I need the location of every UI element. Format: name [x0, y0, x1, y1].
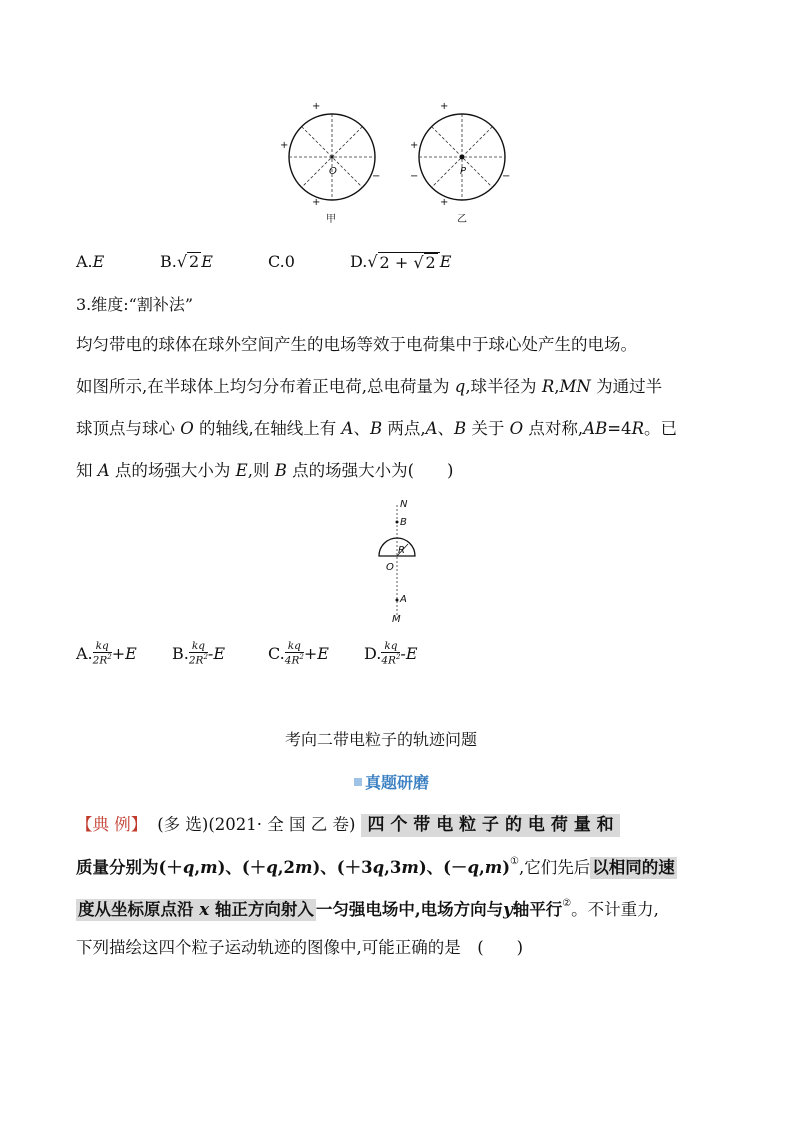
figure-hemisphere: [370, 495, 430, 630]
highlight-2: 以相同的速: [590, 857, 677, 880]
subsection-title-wrap: [354, 770, 429, 793]
example-tag: 【典 例】: [76, 814, 148, 834]
label-M: M: [392, 614, 401, 625]
left-plus-bottom: +: [312, 197, 321, 208]
label-B: B: [400, 517, 407, 528]
left-caption: 甲: [326, 214, 336, 225]
q3-line1: 均匀带电的球体在球外空间产生的电场等效于电荷集中于球心处产生的电场。: [76, 335, 637, 354]
sqrt-outer: 2 + √ 2: [378, 252, 440, 272]
sqrt-sign: √: [176, 252, 188, 271]
sqrt-sign-outer: √: [367, 252, 378, 272]
example-line3: 度从坐标原点沿 x 轴正方向射入 一匀强电场中,电场方向与 y 轴平行 ② 。不计重力,: [76, 897, 659, 923]
example-source: (多 选)(2021· 全 国 乙 卷): [157, 814, 356, 834]
q3-option-c: C. $\frac{kq}{4R^2}$ +E: [268, 640, 329, 667]
right-plus-left: +: [410, 140, 419, 151]
right-plus-bottom: +: [440, 197, 449, 208]
q2-option-c: C.0: [268, 252, 295, 271]
q2-option-b: B. √ 2 E: [160, 252, 213, 272]
left-plus-left: +: [280, 140, 289, 151]
highlight-1: 四 个 带 电 粒 子 的 电 荷 量 和: [361, 814, 619, 837]
right-caption: 乙: [457, 214, 467, 225]
label-R: R: [398, 545, 405, 556]
circle-left: [289, 114, 375, 200]
right-minus-right: −: [502, 171, 511, 182]
q3-heading: 3.维度:“割补法”: [76, 295, 194, 314]
figure-circles: [270, 100, 530, 230]
subsection-title: 真题研磨: [365, 773, 430, 792]
q3-option-a: A. $\frac{kq}{2R^2}$ +E: [76, 640, 137, 667]
q3-line2: 如图所示,在半球体上均匀分布着正电荷,总电荷量为 q,球半径为 R,MN 为通过半: [76, 377, 663, 396]
example-line2: 质量分别为(＋ q , m )、(＋ q ,2 m )、(＋3 q ,3 m )、(－ q , m ) ① ,它们先后 以相同的速: [76, 855, 677, 881]
example-line4: 下列描绘这四个粒子运动轨迹的图像中,可能正确的是 ( ): [76, 938, 524, 957]
right-plus-top: +: [440, 101, 449, 112]
q2-option-d: D. √ 2 + √ 2 E: [350, 252, 452, 272]
circle-right: [419, 114, 505, 200]
q3-option-b: B. $\frac{kq}{2R^2}$ -E: [172, 640, 225, 667]
label-A: A: [400, 594, 407, 605]
square-bullet-icon: [354, 778, 362, 786]
left-center-label: O: [329, 166, 337, 177]
q3-option-d: D. $\frac{kq}{4R^2}$ -E: [364, 640, 418, 667]
left-plus-top: +: [312, 101, 321, 112]
label-N: N: [400, 499, 408, 510]
section-title: 考向二带电粒子的轨迹问题: [285, 730, 478, 749]
q2-option-a: A. E: [76, 252, 105, 271]
q3-line4: 知 A 点的场强大小为 E,则 B 点的场强大小为( ): [76, 461, 454, 480]
q3-line3: 球顶点与球心 O 的轴线,在轴线上有 A、B 两点,A、B 关于 O 点对称,AB=4R。已: [76, 419, 677, 438]
label-O: O: [386, 562, 394, 573]
example-line1: [76, 812, 620, 838]
right-center-label: P: [460, 166, 467, 177]
left-minus-right: −: [372, 171, 381, 182]
right-minus-left: −: [410, 171, 419, 182]
highlight-3: 度从坐标原点沿 x 轴正方向射入: [76, 899, 316, 922]
